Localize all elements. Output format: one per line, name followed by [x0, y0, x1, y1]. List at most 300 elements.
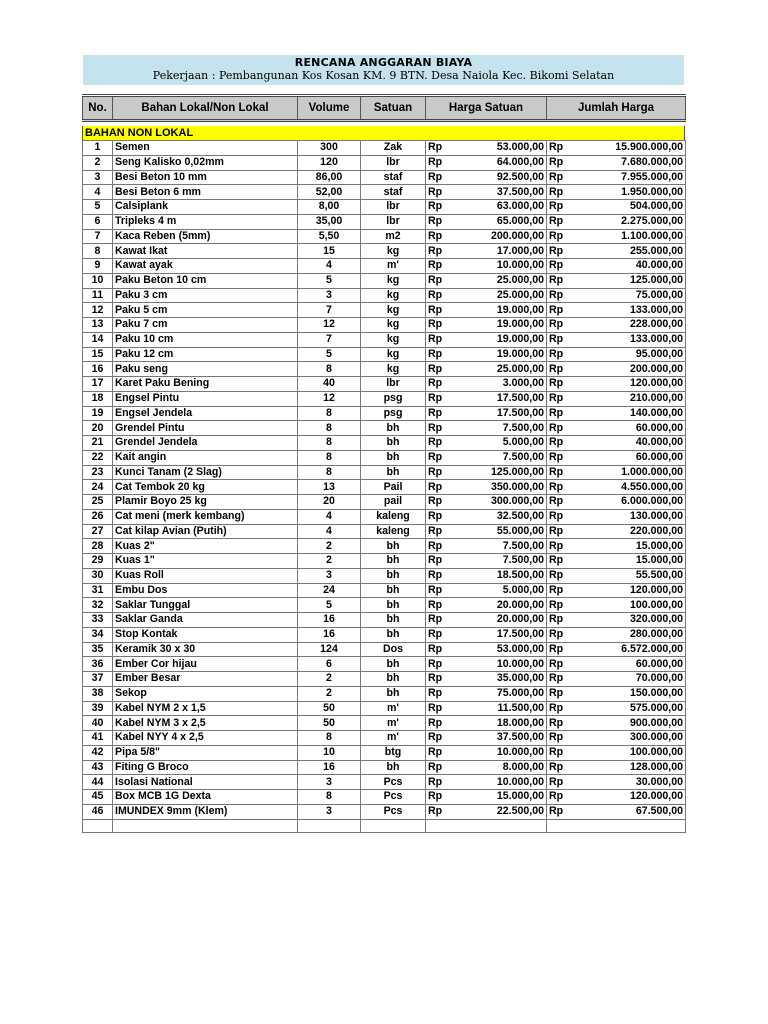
item-volume: 2 — [298, 539, 361, 554]
item-unit: kg — [361, 244, 426, 259]
price-currency: Rp — [426, 554, 454, 569]
item-total: 125.000,00 — [575, 273, 686, 288]
item-total: 75.000,00 — [575, 288, 686, 303]
item-price: 10.000,00 — [454, 259, 547, 274]
table-row — [83, 716, 686, 731]
total-currency: Rp — [547, 200, 575, 215]
item-unit: lbr — [361, 214, 426, 229]
item-total: 210.000,00 — [575, 391, 686, 406]
item-total: 900.000,00 — [575, 716, 686, 731]
item-no: 24 — [83, 480, 113, 495]
total-currency: Rp — [547, 613, 575, 628]
item-price: 125.000,00 — [454, 465, 547, 480]
item-total: 504.000,00 — [575, 200, 686, 215]
item-price: 10.000,00 — [454, 745, 547, 760]
table-row — [83, 745, 686, 760]
item-price: 20.000,00 — [454, 613, 547, 628]
item-name: Box MCB 1G Dexta — [113, 790, 298, 805]
item-unit: lbr — [361, 377, 426, 392]
item-total: 133.000,00 — [575, 303, 686, 318]
item-unit: Dos — [361, 642, 426, 657]
item-unit: Pcs — [361, 775, 426, 790]
table-row — [83, 627, 686, 642]
item-name: Paku 3 cm — [113, 288, 298, 303]
total-currency: Rp — [547, 303, 575, 318]
table-row — [83, 185, 686, 200]
item-name: Paku 12 cm — [113, 347, 298, 362]
item-no: 35 — [83, 642, 113, 657]
item-no: 1 — [83, 141, 113, 156]
item-no: 40 — [83, 716, 113, 731]
total-currency: Rp — [547, 716, 575, 731]
item-total: 228.000,00 — [575, 318, 686, 333]
item-volume: 300 — [298, 141, 361, 156]
item-volume: 8 — [298, 406, 361, 421]
item-unit: Pcs — [361, 790, 426, 805]
item-price: 19.000,00 — [454, 347, 547, 362]
table-row — [83, 141, 686, 156]
item-price: 7.500,00 — [454, 554, 547, 569]
item-no: 26 — [83, 509, 113, 524]
table-row — [83, 200, 686, 215]
item-total: 60.000,00 — [575, 657, 686, 672]
item-no: 30 — [83, 568, 113, 583]
item-total: 70.000,00 — [575, 672, 686, 687]
price-currency: Rp — [426, 259, 454, 274]
item-price: 53.000,00 — [454, 141, 547, 156]
item-unit: kg — [361, 347, 426, 362]
table-row — [83, 495, 686, 510]
table-row — [83, 701, 686, 716]
item-no: 41 — [83, 731, 113, 746]
item-volume: 5 — [298, 598, 361, 613]
item-name: Kuas 1" — [113, 554, 298, 569]
table-row — [83, 657, 686, 672]
price-currency: Rp — [426, 716, 454, 731]
price-currency: Rp — [426, 465, 454, 480]
item-unit: kg — [361, 273, 426, 288]
total-currency: Rp — [547, 318, 575, 333]
item-volume: 16 — [298, 760, 361, 775]
total-currency: Rp — [547, 760, 575, 775]
price-currency: Rp — [426, 288, 454, 303]
item-name: Cat kilap Avian (Putih) — [113, 524, 298, 539]
table-row — [83, 804, 686, 819]
table-row — [83, 731, 686, 746]
item-total: 120.000,00 — [575, 377, 686, 392]
item-volume: 8 — [298, 450, 361, 465]
item-no: 25 — [83, 495, 113, 510]
item-no: 39 — [83, 701, 113, 716]
table-row — [83, 391, 686, 406]
item-name: Paku 10 cm — [113, 332, 298, 347]
item-volume: 52,00 — [298, 185, 361, 200]
table-row — [83, 672, 686, 687]
item-name: Fiting G Broco — [113, 760, 298, 775]
price-currency: Rp — [426, 170, 454, 185]
item-volume: 5 — [298, 273, 361, 288]
table-row — [83, 170, 686, 185]
item-price: 32.500,00 — [454, 509, 547, 524]
item-volume: 8,00 — [298, 200, 361, 215]
item-no: 45 — [83, 790, 113, 805]
table-row — [83, 480, 686, 495]
item-no: 14 — [83, 332, 113, 347]
item-no: 32 — [83, 598, 113, 613]
item-price: 17.500,00 — [454, 406, 547, 421]
item-price: 19.000,00 — [454, 318, 547, 333]
item-no: 4 — [83, 185, 113, 200]
table-row — [83, 318, 686, 333]
item-price: 8.000,00 — [454, 760, 547, 775]
table-row — [83, 524, 686, 539]
document-header — [83, 55, 684, 85]
item-price: 3.000,00 — [454, 377, 547, 392]
item-total: 1.950.000,00 — [575, 185, 686, 200]
item-total: 4.550.000,00 — [575, 480, 686, 495]
item-total: 1.100.000,00 — [575, 229, 686, 244]
item-total: 140.000,00 — [575, 406, 686, 421]
total-currency: Rp — [547, 155, 575, 170]
item-name: Karet Paku Bening — [113, 377, 298, 392]
item-volume: 3 — [298, 288, 361, 303]
item-total: 95.000,00 — [575, 347, 686, 362]
item-name: Sekop — [113, 686, 298, 701]
table-row — [83, 436, 686, 451]
table-row — [83, 568, 686, 583]
item-total: 15.000,00 — [575, 539, 686, 554]
item-unit: btg — [361, 745, 426, 760]
item-no: 17 — [83, 377, 113, 392]
table-row — [83, 273, 686, 288]
total-currency: Rp — [547, 332, 575, 347]
item-name: Keramik 30 x 30 — [113, 642, 298, 657]
price-currency: Rp — [426, 155, 454, 170]
item-total: 7.955.000,00 — [575, 170, 686, 185]
item-price: 25.000,00 — [454, 288, 547, 303]
budget-table — [82, 140, 686, 833]
item-unit: bh — [361, 465, 426, 480]
item-total: 280.000,00 — [575, 627, 686, 642]
document-subtitle: Pekerjaan : Pembangunan Kos Kosan KM. 9 BTN. Desa Naiola Kec. Bikomi Selatan — [152, 69, 615, 82]
table-row — [83, 509, 686, 524]
item-price: 11.500,00 — [454, 701, 547, 716]
item-volume: 16 — [298, 613, 361, 628]
price-currency: Rp — [426, 436, 454, 451]
item-volume: 7 — [298, 332, 361, 347]
total-currency: Rp — [547, 554, 575, 569]
item-name: Kabel NYM 2 x 1,5 — [113, 701, 298, 716]
item-unit: kaleng — [361, 509, 426, 524]
item-total: 30.000,00 — [575, 775, 686, 790]
item-volume: 10 — [298, 745, 361, 760]
item-unit: bh — [361, 436, 426, 451]
item-price: 37.500,00 — [454, 185, 547, 200]
table-row — [83, 686, 686, 701]
table-row — [83, 244, 686, 259]
item-total: 150.000,00 — [575, 686, 686, 701]
header-jumlah-harga: Jumlah Harga — [547, 96, 686, 121]
table-row — [83, 303, 686, 318]
price-currency: Rp — [426, 200, 454, 215]
price-currency: Rp — [426, 450, 454, 465]
item-no: 19 — [83, 406, 113, 421]
item-total: 40.000,00 — [575, 259, 686, 274]
price-currency: Rp — [426, 421, 454, 436]
item-no: 36 — [83, 657, 113, 672]
price-currency: Rp — [426, 745, 454, 760]
item-name: Cat Tembok 20 kg — [113, 480, 298, 495]
item-no: 29 — [83, 554, 113, 569]
item-name: Ember Cor hijau — [113, 657, 298, 672]
item-name: Paku Beton 10 cm — [113, 273, 298, 288]
total-currency: Rp — [547, 686, 575, 701]
item-name: Grendel Pintu — [113, 421, 298, 436]
price-currency: Rp — [426, 229, 454, 244]
table-row — [83, 347, 686, 362]
item-unit: bh — [361, 627, 426, 642]
item-name: Cat meni (merk kembang) — [113, 509, 298, 524]
price-currency: Rp — [426, 775, 454, 790]
item-volume: 4 — [298, 509, 361, 524]
item-volume: 8 — [298, 465, 361, 480]
item-unit: staf — [361, 170, 426, 185]
item-name: Saklar Tunggal — [113, 598, 298, 613]
table-row — [83, 155, 686, 170]
item-volume: 86,00 — [298, 170, 361, 185]
price-currency: Rp — [426, 273, 454, 288]
item-name: Besi Beton 6 mm — [113, 185, 298, 200]
item-price: 19.000,00 — [454, 332, 547, 347]
total-currency: Rp — [547, 214, 575, 229]
item-unit: Zak — [361, 141, 426, 156]
price-currency: Rp — [426, 141, 454, 156]
item-name: Saklar Ganda — [113, 613, 298, 628]
item-price: 55.000,00 — [454, 524, 547, 539]
item-total: 100.000,00 — [575, 598, 686, 613]
table-row — [83, 642, 686, 657]
item-unit: kg — [361, 303, 426, 318]
item-no: 3 — [83, 170, 113, 185]
item-no: 21 — [83, 436, 113, 451]
price-currency: Rp — [426, 303, 454, 318]
price-currency: Rp — [426, 760, 454, 775]
item-volume: 13 — [298, 480, 361, 495]
item-volume: 124 — [298, 642, 361, 657]
total-currency: Rp — [547, 185, 575, 200]
item-unit: bh — [361, 539, 426, 554]
item-price: 19.000,00 — [454, 303, 547, 318]
price-currency: Rp — [426, 657, 454, 672]
item-name: Plamir Boyo 25 kg — [113, 495, 298, 510]
price-currency: Rp — [426, 495, 454, 510]
item-unit: bh — [361, 568, 426, 583]
item-unit: kg — [361, 318, 426, 333]
item-no: 7 — [83, 229, 113, 244]
item-no: 18 — [83, 391, 113, 406]
item-no: 46 — [83, 804, 113, 819]
item-unit: m2 — [361, 229, 426, 244]
item-name: Kuas Roll — [113, 568, 298, 583]
total-currency: Rp — [547, 701, 575, 716]
item-name: Engsel Jendela — [113, 406, 298, 421]
total-currency: Rp — [547, 406, 575, 421]
item-name: Kait angin — [113, 450, 298, 465]
item-price: 65.000,00 — [454, 214, 547, 229]
item-price: 37.500,00 — [454, 731, 547, 746]
item-name: Seng Kalisko 0,02mm — [113, 155, 298, 170]
item-name: Calsiplank — [113, 200, 298, 215]
item-volume: 12 — [298, 318, 361, 333]
total-currency: Rp — [547, 598, 575, 613]
header-satuan: Satuan — [361, 96, 426, 121]
item-volume: 16 — [298, 627, 361, 642]
table-header — [82, 94, 686, 122]
item-total: 6.000.000,00 — [575, 495, 686, 510]
item-volume: 3 — [298, 775, 361, 790]
item-total: 55.500,00 — [575, 568, 686, 583]
item-unit: m' — [361, 731, 426, 746]
item-volume: 50 — [298, 701, 361, 716]
table-row — [83, 406, 686, 421]
item-volume: 6 — [298, 657, 361, 672]
item-unit: pail — [361, 495, 426, 510]
item-name: Tripleks 4 m — [113, 214, 298, 229]
total-currency: Rp — [547, 790, 575, 805]
total-currency: Rp — [547, 804, 575, 819]
item-unit: bh — [361, 613, 426, 628]
table-row — [83, 465, 686, 480]
item-unit: bh — [361, 760, 426, 775]
item-unit: bh — [361, 421, 426, 436]
item-volume: 8 — [298, 421, 361, 436]
price-currency: Rp — [426, 332, 454, 347]
price-currency: Rp — [426, 406, 454, 421]
item-no: 6 — [83, 214, 113, 229]
item-name: Grendel Jendela — [113, 436, 298, 451]
total-currency: Rp — [547, 775, 575, 790]
item-unit: bh — [361, 672, 426, 687]
total-currency: Rp — [547, 362, 575, 377]
item-price: 350.000,00 — [454, 480, 547, 495]
price-currency: Rp — [426, 185, 454, 200]
item-total: 200.000,00 — [575, 362, 686, 377]
item-name: Kawat Ikat — [113, 244, 298, 259]
item-no: 44 — [83, 775, 113, 790]
item-volume: 8 — [298, 790, 361, 805]
item-unit: Pcs — [361, 804, 426, 819]
item-name: Ember Besar — [113, 672, 298, 687]
item-unit: psg — [361, 406, 426, 421]
item-unit: staf — [361, 185, 426, 200]
item-price: 7.500,00 — [454, 539, 547, 554]
price-currency: Rp — [426, 598, 454, 613]
table-row — [83, 775, 686, 790]
item-volume: 4 — [298, 524, 361, 539]
table-row — [83, 554, 686, 569]
item-no: 42 — [83, 745, 113, 760]
total-currency: Rp — [547, 377, 575, 392]
item-price: 200.000,00 — [454, 229, 547, 244]
price-currency: Rp — [426, 583, 454, 598]
item-price: 18.000,00 — [454, 716, 547, 731]
item-volume: 2 — [298, 554, 361, 569]
price-currency: Rp — [426, 804, 454, 819]
item-no: 9 — [83, 259, 113, 274]
item-price: 300.000,00 — [454, 495, 547, 510]
item-unit: bh — [361, 598, 426, 613]
total-currency: Rp — [547, 170, 575, 185]
item-total: 220.000,00 — [575, 524, 686, 539]
document-title: RENCANA ANGGARAN BIAYA — [294, 56, 473, 69]
item-name: Kaca Reben (5mm) — [113, 229, 298, 244]
item-no: 27 — [83, 524, 113, 539]
item-volume: 2 — [298, 672, 361, 687]
item-unit: bh — [361, 554, 426, 569]
item-no: 34 — [83, 627, 113, 642]
price-currency: Rp — [426, 701, 454, 716]
item-total: 133.000,00 — [575, 332, 686, 347]
item-total: 67.500,00 — [575, 804, 686, 819]
price-currency: Rp — [426, 377, 454, 392]
item-price: 75.000,00 — [454, 686, 547, 701]
price-currency: Rp — [426, 318, 454, 333]
price-currency: Rp — [426, 568, 454, 583]
item-name: Semen — [113, 141, 298, 156]
item-price: 17.000,00 — [454, 244, 547, 259]
item-name: Kuas 2" — [113, 539, 298, 554]
table-row — [83, 259, 686, 274]
price-currency: Rp — [426, 362, 454, 377]
item-name: IMUNDEX 9mm (Klem) — [113, 804, 298, 819]
item-volume: 5,50 — [298, 229, 361, 244]
total-currency: Rp — [547, 229, 575, 244]
price-currency: Rp — [426, 347, 454, 362]
item-no: 38 — [83, 686, 113, 701]
item-unit: kaleng — [361, 524, 426, 539]
price-currency: Rp — [426, 244, 454, 259]
table-row — [83, 583, 686, 598]
item-price: 18.500,00 — [454, 568, 547, 583]
item-unit: m' — [361, 259, 426, 274]
item-no: 31 — [83, 583, 113, 598]
price-currency: Rp — [426, 539, 454, 554]
item-total: 2.275.000,00 — [575, 214, 686, 229]
item-volume: 7 — [298, 303, 361, 318]
total-currency: Rp — [547, 436, 575, 451]
item-name: Stop Kontak — [113, 627, 298, 642]
item-volume: 50 — [298, 716, 361, 731]
item-price: 25.000,00 — [454, 273, 547, 288]
item-total: 60.000,00 — [575, 421, 686, 436]
item-unit: Pail — [361, 480, 426, 495]
total-currency: Rp — [547, 495, 575, 510]
table-row — [83, 377, 686, 392]
table-row — [83, 421, 686, 436]
item-price: 10.000,00 — [454, 657, 547, 672]
item-price: 25.000,00 — [454, 362, 547, 377]
total-currency: Rp — [547, 509, 575, 524]
item-total: 120.000,00 — [575, 583, 686, 598]
item-price: 7.500,00 — [454, 421, 547, 436]
item-volume: 8 — [298, 731, 361, 746]
header-bahan: Bahan Lokal/Non Lokal — [113, 96, 298, 121]
total-currency: Rp — [547, 259, 575, 274]
item-price: 92.500,00 — [454, 170, 547, 185]
item-price: 63.000,00 — [454, 200, 547, 215]
item-volume: 3 — [298, 568, 361, 583]
item-no: 10 — [83, 273, 113, 288]
